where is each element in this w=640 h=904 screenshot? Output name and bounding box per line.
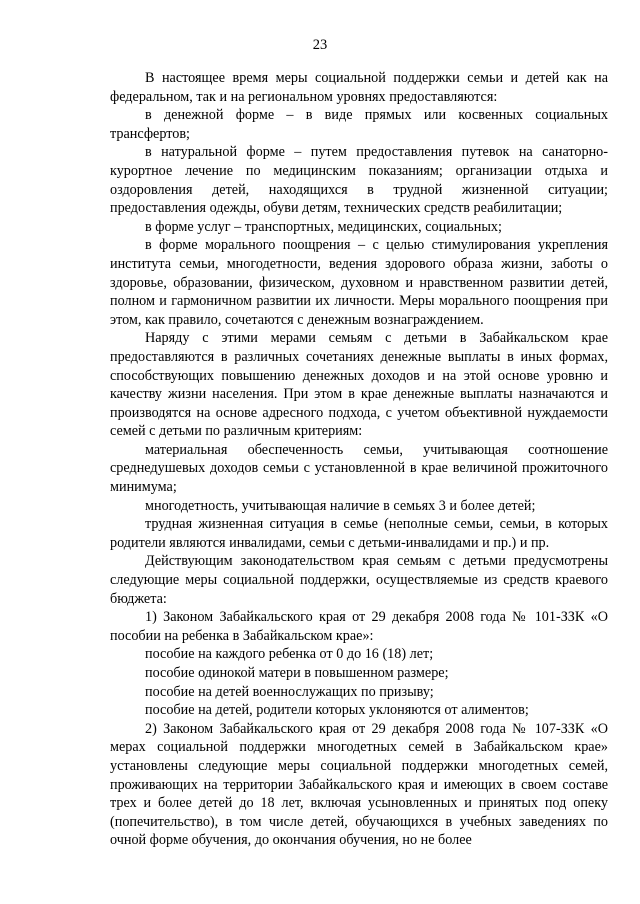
paragraph: пособие на каждого ребенка от 0 до 16 (18) лет; [145,646,434,663]
paragraph: пособие одинокой матери в повышенном размере; [145,665,449,681]
paragraph: в форме услуг – транспортных, медицинских, социальных; [145,218,502,235]
paragraph: В настоящее время меры социальной поддержки семьи и детей как на федеральном, так и на региональном уровнях предоставляются: [110,70,608,105]
paragraph: 2) Законом Забайкальского края от 29 декабря 2008 года № 107-ЗЗК «О мерах социальной поддержки многодетных семей в Забайкальском крае» установлены следующие меры социальной поддержки многодетных семей, проживающих на территории Забайкальского края и имеющих в своем составе трех и более детей до 18 лет, включая усыновленных и принятых под опеку (попечительство), в том числе детей, обучающихся в учебных заведениях по очной форме обучения, до окончания обучения, но не более [110,720,608,849]
paragraph: в форме морального поощрения – с целью стимулирования укрепления института семьи, многодетности, ведения здорового образа жизни, заботы о здоровье, образовании, физическом, духовном и нравственном развитии детей, полном и гармоничном развитии их личности. Меры морального поощрения при этом, как правило, сочетаются с денежным вознаграждением. [110,237,608,328]
paragraph: Действующим законодательством края семьям с детьми предусмотрены следующие меры социальной поддержки, осуществляемые из средств краевого бюджета: [110,553,608,607]
paragraph: материальная обеспеченность семьи, учитывающая соотношение среднедушевых доходов семьи с установленной в крае величиной прожиточного минимума; [110,441,608,496]
document-body [110,69,608,850]
paragraph: пособие на детей, родители которых уклоняются от алиментов; [145,702,529,719]
paragraph: в денежной форме – в виде прямых или косвенных социальных трансфертов; [110,107,608,142]
paragraph: в натуральной форме – путем предоставления путевок на санаторно-курортное лечение по медицинским показаниям; организации отдыха и оздоровления детей, находящихся в трудной жизненной ситуации; предоставления одежды, обуви детям, технических средств реабилитации; [110,144,608,217]
paragraph: 1) Законом Забайкальского края от 29 декабря 2008 года № 101-ЗЗК «О пособии на ребенка в Забайкальском крае»: [110,609,608,644]
paragraph: многодетность, учитывающая наличие в семьях 3 и более детей; [145,497,536,514]
paragraph: пособие на детей военнослужащих по призыву; [145,683,434,700]
paragraph: трудная жизненная ситуация в семье (неполные семьи, семьи, в которых родители являются инвалидами, семьи с детьми-инвалидами и пр.) и пр. [110,516,608,551]
page-number: 23 [312,37,328,53]
paragraph: Наряду с этими мерами семьям с детьми в Забайкальском крае предоставляются в различных сочетаниях денежные выплаты в иных формах, способствующих повышению денежных доходов и на этой основе уровню и качеству жизни населения. При этом в крае денежные выплаты назначаются и производятся на основе адресного подхода, с учетом объективной нуждаемости семей с детьми по различным критериям: [110,330,608,440]
